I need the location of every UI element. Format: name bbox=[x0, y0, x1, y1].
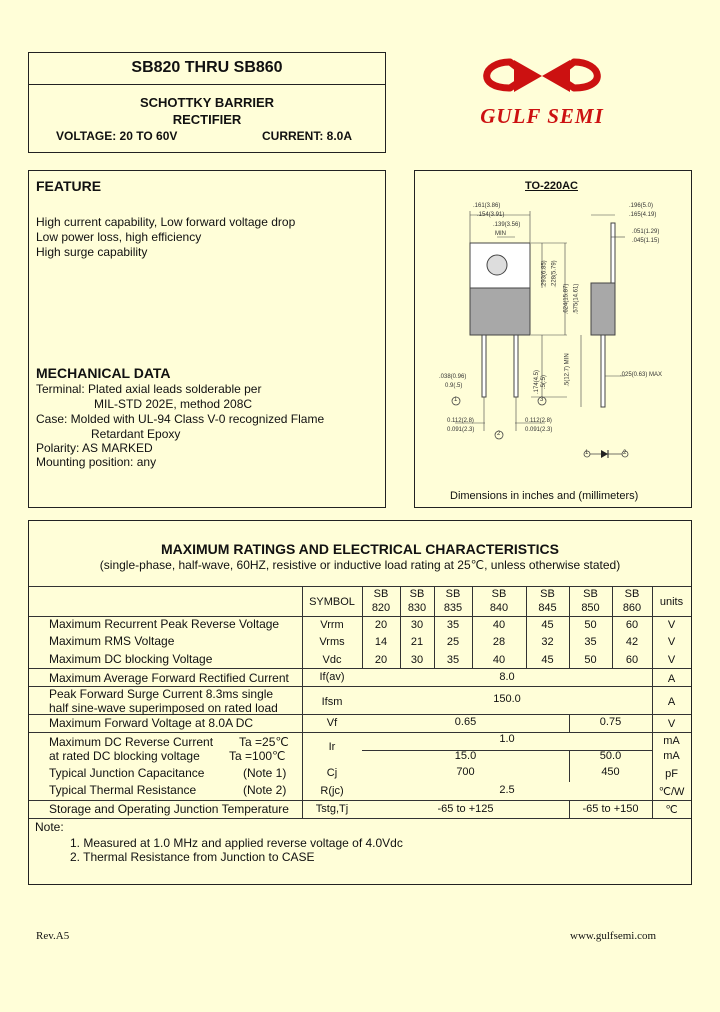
part-header-number: 840 bbox=[489, 602, 509, 614]
part-header-sb: SB bbox=[491, 588, 507, 600]
part-header-sb: SB bbox=[373, 588, 389, 600]
param-label: Maximum DC Reverse Current bbox=[49, 735, 214, 749]
part-header-number: 835 bbox=[443, 602, 463, 614]
table-rule bbox=[29, 668, 691, 669]
param-value: 42 bbox=[625, 636, 639, 648]
param-value: 32 bbox=[541, 636, 554, 648]
ratings-subtitle: (single-phase, half-wave, 60HZ, resistive or inductive load rating at 25℃, unless otherwise stated) bbox=[99, 558, 621, 572]
param-label: half sine-wave superimposed on rated load bbox=[49, 701, 278, 715]
dimension-label: .161(3.86) bbox=[473, 203, 501, 209]
mechanical-line: Case: Molded with UL-94 Class V-0 recognized Flame bbox=[36, 412, 325, 426]
param-label: Maximum Recurrent Peak Reverse Voltage bbox=[49, 617, 280, 631]
param-value: 21 bbox=[410, 636, 424, 648]
param-note: (Note 1) bbox=[243, 766, 287, 780]
param-value: 8.0 bbox=[499, 671, 515, 683]
dimension-label: .165(4.19) bbox=[629, 212, 657, 218]
param-label: Typical Junction Capacitance bbox=[49, 766, 205, 780]
notes-title: Note: bbox=[35, 820, 64, 834]
mechanical-line: Mounting position: any bbox=[36, 455, 157, 469]
param-unit: V bbox=[667, 654, 676, 666]
param-value: 20 bbox=[374, 619, 388, 631]
param-value: 60 bbox=[625, 654, 639, 666]
param-value: 30 bbox=[410, 619, 424, 631]
feature-item: High current capability, Low forward voltage drop bbox=[36, 215, 296, 229]
dimension-caption: Dimensions in inches and (millimeters) bbox=[450, 490, 639, 502]
param-symbol: Tstg,Tj bbox=[315, 803, 349, 815]
dimension-label: .174(4.5) bbox=[534, 369, 541, 395]
param-value: -65 to +150 bbox=[582, 803, 639, 815]
param-symbol: Vdc bbox=[322, 654, 342, 666]
param-unit: ℃ bbox=[665, 804, 678, 816]
param-value: 35 bbox=[584, 636, 597, 648]
mechanical-line: Polarity: AS MARKED bbox=[36, 441, 153, 455]
dimension-label: .045(1.15) bbox=[632, 238, 660, 244]
symbol-header: SYMBOL bbox=[309, 596, 355, 608]
website-label: www.gulfsemi.com bbox=[570, 930, 657, 942]
param-value: 40 bbox=[492, 654, 506, 666]
part-header-sb: SB bbox=[540, 588, 555, 600]
param-value: 45 bbox=[541, 619, 554, 631]
mechanical-line: MIL-STD 202E, method 208C bbox=[94, 397, 253, 411]
param-value: 50 bbox=[584, 654, 597, 666]
package-name: TO-220AC bbox=[525, 180, 578, 192]
param-value: 50 bbox=[584, 619, 597, 631]
feature-item: Low power loss, high efficiency bbox=[36, 230, 202, 244]
param-value: 150.0 bbox=[493, 693, 521, 705]
dimension-label: 0.091(2.3) bbox=[447, 427, 475, 433]
param-symbol: If(av) bbox=[319, 671, 345, 683]
param-label: Peak Forward Surge Current 8.3ms single bbox=[49, 687, 274, 701]
dimension-label: .038(0.96) bbox=[439, 374, 467, 380]
param-value: 60 bbox=[625, 619, 639, 631]
param-value: 0.75 bbox=[599, 716, 622, 728]
part-header-sb: SB bbox=[624, 588, 640, 600]
param-label: Maximum DC blocking Voltage bbox=[49, 652, 213, 666]
dimension-label: MIN bbox=[495, 231, 506, 237]
param-condition: Ta =100℃ bbox=[229, 749, 286, 763]
header-box bbox=[28, 52, 386, 153]
param-label: Maximum RMS Voltage bbox=[49, 634, 175, 648]
dimension-label: .228(5.79) bbox=[551, 260, 558, 288]
param-unit: ℃/W bbox=[658, 786, 685, 798]
param-value: 28 bbox=[492, 636, 506, 648]
product-line-2: RECTIFIER bbox=[172, 112, 242, 127]
units-header: units bbox=[659, 596, 684, 608]
param-unit: V bbox=[667, 718, 676, 730]
param-unit: A bbox=[667, 696, 676, 708]
table-rule bbox=[29, 586, 691, 587]
param-unit: V bbox=[667, 636, 676, 648]
param-symbol: Vf bbox=[326, 717, 338, 729]
table-rule bbox=[29, 818, 691, 819]
param-label: Maximum Forward Voltage at 8.0A DC bbox=[49, 716, 254, 730]
param-label: Typical Thermal Resistance bbox=[49, 783, 197, 797]
param-value: 1.0 bbox=[499, 733, 515, 745]
param-value: 0.65 bbox=[454, 716, 477, 728]
dimension-label: 0.112(2.8) bbox=[525, 418, 552, 424]
param-symbol: R(jc) bbox=[320, 785, 344, 797]
param-note: (Note 2) bbox=[243, 783, 287, 797]
table-rule bbox=[29, 800, 691, 801]
current-spec: CURRENT: 8.0A bbox=[262, 129, 353, 143]
mechanical-line: Terminal: Plated axial leads solderable per bbox=[36, 382, 262, 396]
param-symbol: Vrms bbox=[319, 636, 345, 648]
param-value: 35 bbox=[446, 619, 460, 631]
product-line-1: SCHOTTKY BARRIER bbox=[139, 95, 275, 110]
param-symbol: Vrrm bbox=[320, 619, 344, 631]
param-value: 25 bbox=[446, 636, 460, 648]
part-header-number: 860 bbox=[622, 602, 642, 614]
param-value: 50.0 bbox=[599, 750, 622, 762]
company-logo bbox=[462, 52, 622, 130]
dimension-label: .196(5.0) bbox=[629, 203, 654, 209]
dimension-label: .139(3.56) bbox=[493, 222, 521, 228]
part-header-number: 820 bbox=[371, 602, 391, 614]
param-condition: Ta =25℃ bbox=[239, 735, 289, 749]
param-unit: pF bbox=[665, 768, 678, 780]
dimension-label: .5(12.7) MIN bbox=[564, 353, 571, 387]
note-item: 1. Measured at 1.0 MHz and applied reverse voltage of 4.0Vdc bbox=[70, 836, 403, 850]
param-unit: A bbox=[667, 673, 676, 685]
package-outline-drawing bbox=[415, 171, 691, 507]
mechanical-title: MECHANICAL DATA bbox=[36, 365, 171, 381]
feature-title: FEATURE bbox=[36, 178, 102, 194]
param-value: 14 bbox=[374, 636, 388, 648]
param-value: 40 bbox=[492, 619, 506, 631]
dimension-label: .025(0.63) MAX bbox=[620, 372, 663, 378]
dimension-label: 0.9(.5) bbox=[445, 383, 463, 389]
param-value: 45 bbox=[541, 654, 554, 666]
feature-box bbox=[28, 170, 386, 508]
param-value: 15.0 bbox=[454, 750, 477, 762]
param-unit: mA bbox=[663, 750, 680, 762]
param-label: Maximum Average Forward Rectified Current bbox=[49, 671, 289, 685]
part-header-sb: SB bbox=[445, 588, 461, 600]
param-symbol: Cj bbox=[326, 767, 338, 779]
voltage-spec: VOLTAGE: 20 TO 60V bbox=[56, 129, 178, 143]
param-value: 35 bbox=[446, 654, 460, 666]
part-header-number: 850 bbox=[581, 602, 600, 614]
ratings-title: MAXIMUM RATINGS AND ELECTRICAL CHARACTERISTICS bbox=[161, 541, 559, 557]
mechanical-line: Retardant Epoxy bbox=[91, 427, 181, 441]
dimension-label: 0.091(2.3) bbox=[525, 427, 553, 433]
part-range-title: SB820 THRU SB860 bbox=[131, 59, 283, 76]
param-unit: V bbox=[667, 619, 676, 631]
param-symbol: Ifsm bbox=[321, 696, 343, 708]
dimension-label: .154(3.91) bbox=[477, 212, 505, 218]
revision-label: Rev.A5 bbox=[36, 930, 70, 942]
param-unit: mA bbox=[663, 735, 680, 747]
param-value: 450 bbox=[601, 766, 620, 778]
param-label: Storage and Operating Junction Temperature bbox=[49, 802, 289, 816]
pin-number: 2 bbox=[623, 450, 627, 456]
package-box bbox=[414, 170, 692, 508]
logo-text: GULF SEMI bbox=[480, 104, 604, 128]
header-divider bbox=[29, 84, 385, 85]
pin-number: 3 bbox=[540, 397, 544, 403]
param-value: 20 bbox=[374, 654, 388, 666]
dimension-label: .624(15.87) bbox=[563, 283, 570, 315]
part-header-number: 845 bbox=[538, 602, 557, 614]
param-value: 30 bbox=[410, 654, 424, 666]
dimension-label: 0.112(2.8) bbox=[447, 418, 474, 424]
part-header-sb: SB bbox=[409, 588, 425, 600]
pin-number: 1 bbox=[454, 397, 458, 403]
param-value: 2.5 bbox=[499, 784, 515, 796]
note-item: 2. Thermal Resistance from Junction to CASE bbox=[70, 850, 315, 864]
param-label: at rated DC blocking voltage bbox=[49, 749, 200, 763]
part-header-sb: SB bbox=[583, 588, 598, 600]
dimension-label: .5(.5) bbox=[541, 374, 548, 390]
feature-item: High surge capability bbox=[36, 245, 148, 259]
pin-number: 2 bbox=[497, 431, 501, 437]
pin-number: 1 bbox=[585, 450, 589, 456]
dimension-label: .575(14.61) bbox=[573, 283, 580, 315]
param-value: 700 bbox=[456, 766, 475, 778]
param-symbol: Ir bbox=[328, 741, 336, 753]
param-value: -65 to +125 bbox=[437, 803, 494, 815]
dimension-label: .051(1.29) bbox=[632, 229, 660, 235]
part-header-number: 830 bbox=[407, 602, 427, 614]
dimension-label: .293(6.85) bbox=[541, 260, 548, 288]
ratings-box bbox=[28, 520, 692, 885]
